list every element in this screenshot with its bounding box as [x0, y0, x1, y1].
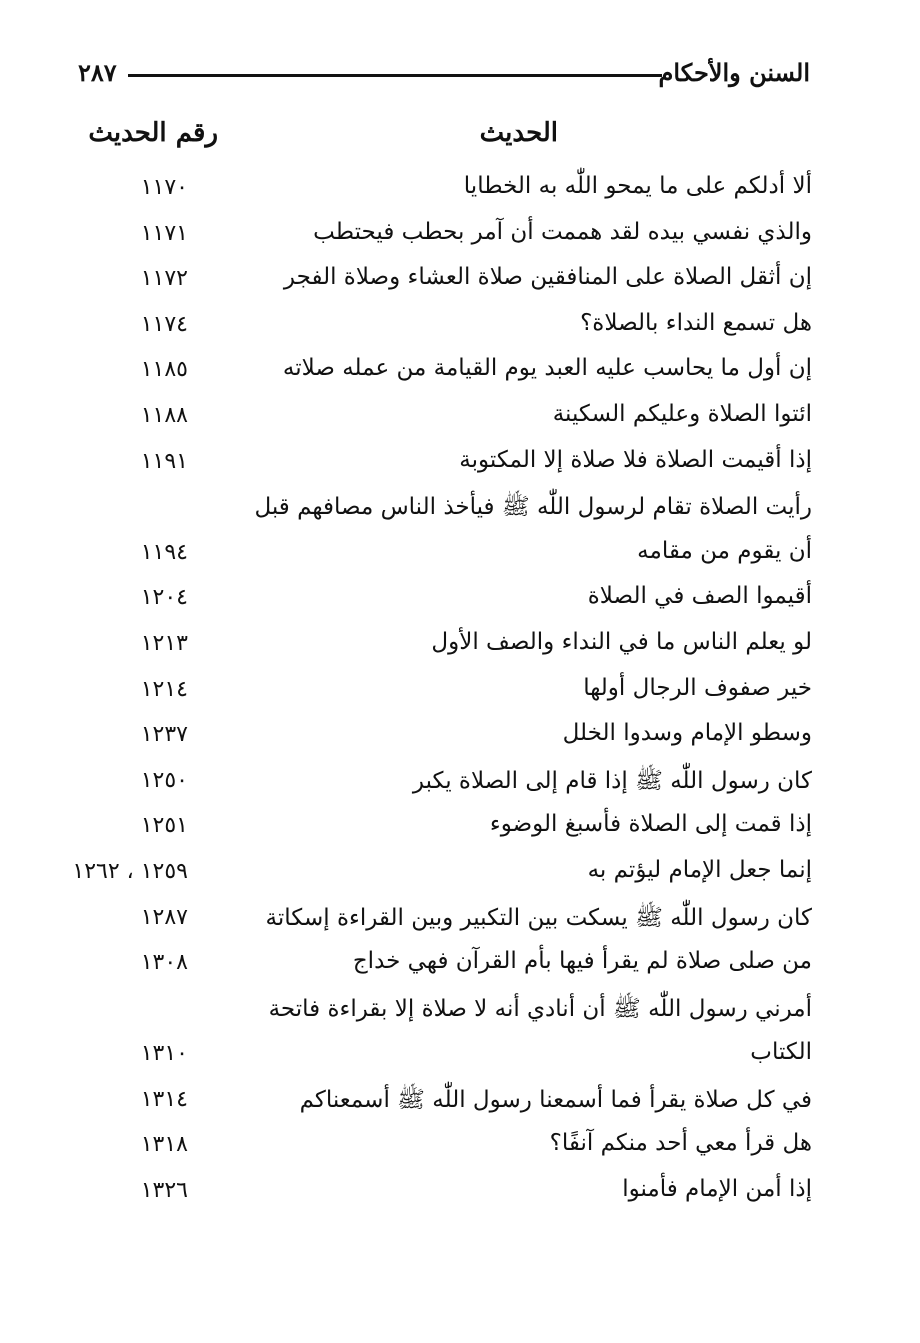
- hadith-text: الكتاب: [750, 1039, 812, 1066]
- hadith-text: ألا أدلكم على ما يمحو اللّٰه به الخطايا: [463, 173, 812, 199]
- list-item: [70, 167, 812, 213]
- list-item: [70, 897, 812, 943]
- list-item: [70, 805, 812, 851]
- list-item: [70, 349, 812, 395]
- list-item: [70, 1079, 812, 1125]
- hadith-text: أن يقوم من مقامه: [637, 537, 812, 564]
- list-item: [70, 714, 812, 760]
- list-item: [70, 1170, 812, 1216]
- hadith-number: ١٣١٨: [140, 1132, 188, 1158]
- hadith-number: ١٢٣٧: [140, 722, 188, 748]
- hadith-number: ١١٧١: [140, 220, 188, 246]
- hadith-number: ١١٩١: [140, 448, 188, 474]
- list-item: [70, 532, 812, 578]
- hadith-number: ١٣٢٦: [140, 1178, 188, 1204]
- list-item: [70, 441, 812, 487]
- list-item: [70, 213, 812, 259]
- column-header-hadith-number: رقم الحديث: [88, 118, 218, 148]
- hadith-number: ١١٩٤: [140, 539, 188, 565]
- hadith-text: من صلى صلاة لم يقرأ فيها بأم القرآن فهي خداج: [352, 948, 812, 975]
- hadith-number: ١٢٥٠: [140, 767, 188, 793]
- hadith-text: ائتوا الصلاة وعليكم السكينة: [552, 400, 812, 427]
- hadith-text: إن أول ما يحاسب عليه العبد يوم القيامة من عمله صلاته: [282, 355, 812, 382]
- hadith-text: رأيت الصلاة تقام لرسول اللّٰه ﷺ فيأخذ الناس مصافهم قبل: [254, 494, 812, 521]
- hadith-text: كان رسول اللّٰه ﷺ يسكت بين التكبير وبين القراءة إسكاتة: [265, 904, 812, 931]
- list-item: [70, 623, 812, 669]
- hadith-number: ١٢٨٧: [140, 904, 188, 930]
- hadith-number: ١١٨٨: [140, 402, 188, 428]
- hadith-text: إذا أقيمت الصلاة فلا صلاة إلا المكتوبة: [459, 446, 812, 473]
- hadith-number: ١١٧٠: [140, 175, 188, 200]
- hadith-number: ١٢٠٤: [140, 585, 188, 611]
- hadith-number: ١٢٥١: [140, 813, 188, 839]
- hadith-text: وسطو الإمام وسدوا الخلل: [562, 720, 812, 747]
- page-header: [78, 52, 810, 96]
- hadith-number: ١٢١٤: [140, 676, 188, 702]
- hadith-number: ١٣١٠: [140, 1041, 188, 1067]
- running-title: السنن والأحكام: [658, 58, 810, 87]
- list-item: [70, 669, 812, 715]
- hadith-text: خير صفوف الرجال أولها: [583, 674, 812, 701]
- hadith-number: ١١٧٤: [140, 311, 188, 337]
- hadith-text: كان رسول اللّٰه ﷺ إذا قام إلى الصلاة يكبر: [412, 767, 812, 794]
- hadith-number: ١٢١٣: [140, 630, 188, 656]
- hadith-text: إن أثقل الصلاة على المنافقين صلاة العشاء وصلاة الفجر: [283, 264, 812, 291]
- hadith-text: في كل صلاة يقرأ فما أسمعنا رسول اللّٰه ﷺ أسمعناكم: [299, 1086, 812, 1113]
- list-item: [70, 395, 812, 441]
- list-item: [70, 942, 812, 988]
- list-item: [70, 304, 812, 350]
- hadith-text: والذي نفسي بيده لقد هممت أن آمر بحطب فيحتطب: [313, 218, 812, 245]
- hadith-number: ١٢٥٩ ، ١٢٦٢: [72, 858, 188, 884]
- list-item: [70, 1033, 812, 1079]
- hadith-text: لو يعلم الناس ما في النداء والصف الأول: [431, 628, 812, 655]
- hadith-number: ١١٧٢: [140, 266, 188, 292]
- hadith-number: ١٣١٤: [140, 1086, 188, 1112]
- list-item: [70, 1124, 812, 1170]
- hadith-text: أمرني رسول اللّٰه ﷺ أن أنادي أنه لا صلاة إلا بقراءة فاتحة: [268, 995, 812, 1022]
- hadith-text: إذا قمت إلى الصلاة فأسبغ الوضوء: [489, 811, 812, 838]
- hadith-text: هل قرأ معي أحد منكم آنفًا؟: [549, 1130, 812, 1157]
- hadith-text: إذا أمن الإمام فأمنوا: [622, 1176, 812, 1203]
- list-item: [70, 258, 812, 304]
- list-item: [70, 486, 812, 532]
- page-number: ٢٨٧: [78, 58, 117, 87]
- hadith-number: ١١٨٥: [140, 357, 188, 383]
- hadith-text: هل تسمع النداء بالصلاة؟: [580, 309, 812, 336]
- hadith-text: إنما جعل الإمام ليؤتم به: [587, 856, 812, 883]
- hadith-number: ١٣٠٨: [140, 950, 188, 976]
- header-rule: [128, 74, 662, 77]
- hadith-index-list: [70, 167, 812, 1216]
- list-item: [70, 851, 812, 897]
- list-item: [70, 577, 812, 623]
- list-item: [70, 760, 812, 806]
- hadith-text: أقيموا الصف في الصلاة: [587, 583, 812, 610]
- list-item: [70, 988, 812, 1034]
- column-header-hadith: الحديث: [479, 118, 558, 148]
